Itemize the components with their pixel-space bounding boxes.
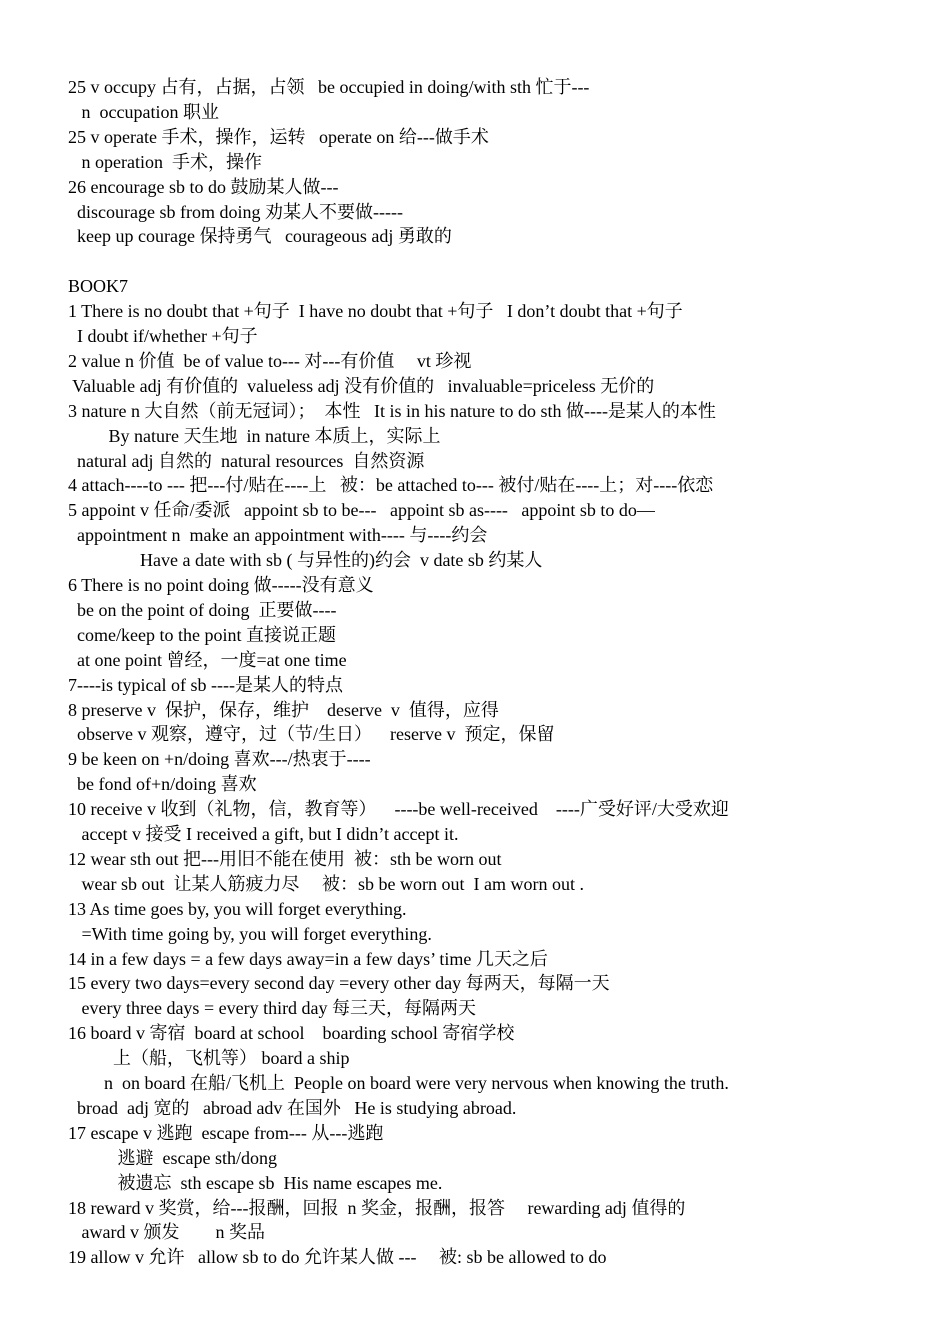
text-line: 26 encourage sb to do 鼓励某人做--- [68, 176, 339, 197]
text-line: accept v 接受 I received a gift, but I didn’t accept it. [68, 824, 459, 844]
text-line: 逃避 escape sth/dong [68, 1147, 277, 1168]
text-line: observe v 观察，遵守，过（节/生日） reserve v 预定，保留 [68, 724, 555, 745]
text-line: 17 escape v 逃跑 escape from--- 从---逃跑 [68, 1122, 384, 1143]
text-line: appointment n make an appointment with---- 与----约会 [68, 525, 488, 546]
text-line: 1 There is no doubt that +句子 I have no doubt that +句子 I don’t doubt that +句子 [68, 301, 683, 322]
text-line: come/keep to the point 直接说正题 [68, 624, 336, 645]
text-line: 19 allow v 允许 allow sb to do 允许某人做 --- 被: sb be allowed to do [68, 1247, 607, 1268]
text-line: 8 preserve v 保护，保存，维护 deserve v 值得，应得 [68, 699, 499, 720]
text-line: Valuable adj 有价值的 valueless adj 没有价值的 invaluable=priceless 无价的 [68, 375, 655, 396]
text-line: 7----is typical of sb ----是某人的特点 [68, 674, 343, 695]
text-line: 3 nature n 大自然（前无冠词）； 本性 It is in his nature to do sth 做----是某人的本性 [68, 400, 716, 421]
text-line: By nature 天生地 in nature 本质上，实际上 [68, 425, 441, 446]
text-line: broad adj 宽的 abroad adv 在国外 He is studying abroad. [68, 1097, 517, 1118]
text-line: 被遗忘 sth escape sb His name escapes me. [68, 1172, 443, 1193]
text-line: 6 There is no point doing 做-----没有意义 [68, 575, 374, 595]
text-line: 18 reward v 奖赏，给---报酬，回报 n 奖金，报酬，报答 rewarding adj 值得的 [68, 1197, 686, 1218]
text-line: be fond of+n/doing 喜欢 [68, 774, 257, 795]
text-line: be on the point of doing 正要做---- [68, 599, 337, 620]
text-line: 14 in a few days = a few days away=in a few days’ time 几天之后 [68, 948, 548, 969]
text-line: 16 board v 寄宿 board at school boarding school 寄宿学校 [68, 1023, 515, 1044]
text-line: 上（船，飞机等） board a ship [68, 1048, 350, 1069]
text-line: discourage sb from doing 劝某人不要做----- [68, 201, 403, 222]
text-line: Have a date with sb ( 与异性的)约会 v date sb 约某人 [68, 550, 543, 571]
text-line: n operation 手术，操作 [68, 151, 262, 172]
text-line: natural adj 自然的 natural resources 自然资源 [68, 450, 425, 471]
text-line: n on board 在船/飞机上 People on board were very nervous when knowing the truth. [68, 1073, 729, 1093]
text-line: award v 颁发 n 奖品 [68, 1222, 265, 1243]
text-line: 10 receive v 收到（礼物，信，教育等） ----be well-received ----广受好评/大受欢迎 [68, 799, 729, 820]
text-line: 25 v operate 手术，操作，运转 operate on 给---做手术 [68, 126, 489, 147]
section-heading: BOOK7 [68, 276, 129, 297]
text-line: wear sb out 让某人筋疲力尽 被：sb be worn out I am worn out . [68, 873, 584, 894]
text-line: 4 attach----to --- 把---付/贴在----上 被：be attached to--- 被付/贴在----上；对----依恋 [68, 475, 714, 496]
text-line: =With time going by, you will forget everything. [68, 923, 432, 944]
text-line: 15 every two days=every second day =every other day 每两天，每隔一天 [68, 973, 610, 994]
text-line: 5 appoint v 任命/委派 appoint sb to be--- appoint sb as---- appoint sb to do— [68, 500, 655, 521]
text-line: keep up courage 保持勇气 courageous adj 勇敢的 [68, 226, 452, 247]
text-line: 25 v occupy 占有，占据，占领 be occupied in doing/with sth 忙于--- [68, 77, 590, 97]
text-line: 12 wear sth out 把---用旧不能在使用 被：sth be worn out [68, 848, 502, 869]
text-line: 2 value n 价值 be of value to--- 对---有价值 vt 珍视 [68, 350, 472, 371]
text-line: every three days = every third day 每三天，每隔两天 [68, 998, 477, 1019]
text-line: at one point 曾经，一度=at one time [68, 649, 347, 670]
text-line: 13 As time goes by, you will forget everything. [68, 898, 407, 919]
text-line: n occupation 职业 [68, 101, 219, 122]
text-line: I doubt if/whether +句子 [68, 326, 258, 346]
text-line: 9 be keen on +n/doing 喜欢---/热衷于---- [68, 749, 371, 770]
